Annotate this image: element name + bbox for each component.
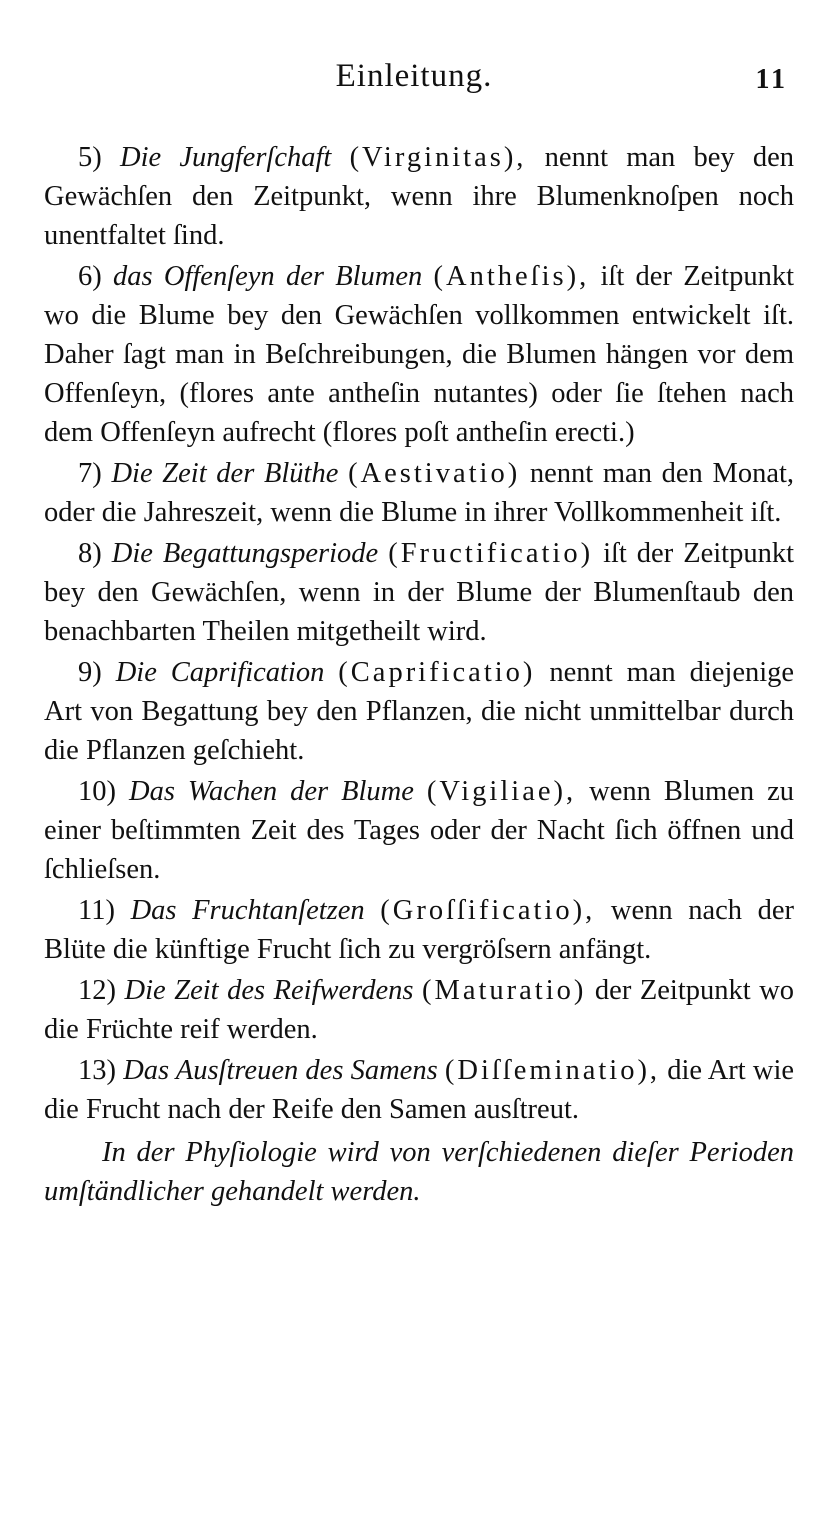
paragraph-7 [44,454,794,532]
term: Das Wachen der Blume [129,776,414,807]
term: Die Zeit des Reifwerdens [124,975,414,1006]
latin-term: (Aestivatio) [348,458,521,489]
running-title: Einleitung. [335,58,493,94]
item-number: 12) [78,975,116,1006]
item-number: 8) [78,538,102,569]
item-number: 11) [78,895,115,926]
definition-text: die Art wie die Frucht nach der Reife den Samen ausſtreut. [44,1055,795,1125]
latin-term: (Fructificatio) [388,538,594,569]
latin-term: (Antheſis), [433,261,590,292]
latin-term: (Diſſeminatio), [444,1055,661,1086]
term: das Offenſeyn der Blumen [113,261,423,292]
definition-text: iſt der Zeitpunkt bey den Gewächſen, wenn in der Blume der Blumenſtaub den benachbarten Theilen mitgetheilt wird. [44,538,795,647]
definition-text: wenn Blumen zu einer beſtimmten Zeit des Tages oder der Nacht ſich öffnen und ſchlieſsen. [44,776,794,885]
term: Die Jungferſchaft [119,142,332,173]
definition-text: nennt man bey den Gewächſen den Zeitpunkt, wenn ihre Blumenknoſpen noch unentfaltet ſind. [44,142,795,251]
term: Das Ausſtreuen des Samens [123,1055,438,1086]
term: Das Fruchtanſetzen [130,895,365,926]
term: Die Begattungsperiode [111,538,379,569]
body-text [44,138,794,1211]
definition-text: wenn nach der Blüte die künftige Frucht ſich zu vergröſsern anfängt. [44,895,795,965]
paragraph-6 [44,257,794,452]
paragraph-9 [44,653,794,770]
paragraph-12 [44,971,794,1049]
definition-text: der Zeitpunkt wo die Früchte reif werden. [44,975,795,1045]
item-number: 6) [78,261,102,292]
item-number: 10) [78,776,116,807]
item-number: 13) [78,1055,116,1086]
term: Die Zeit der Blüthe [111,458,339,489]
definition-text: iſt der Zeitpunkt wo die Blume bey den Gewächſen vollkommen entwickelt iſt. Daher ſagt man in Beſchreibungen, die Blumen hängen vor dem Offenſeyn, (flores ante antheſin nutantes) oder ſie ſtehen nach dem Offenſeyn aufrecht (flores poſt antheſin erecti.) [44,261,795,448]
definition-text: nennt man diejenige Art von Begattung bey den Pflanzen, die nicht unmittelbar durch die Pflanzen geſchieht. [44,657,795,766]
paragraph-11 [44,891,794,969]
running-head [44,58,794,110]
paragraph-8 [44,534,794,651]
latin-term: (Vigiliae), [426,776,577,807]
latin-term: (Maturatio) [422,975,587,1006]
term: Die Caprification [115,657,325,688]
paragraph-13 [44,1051,794,1129]
paragraph-5 [44,138,794,255]
item-number: 9) [78,657,102,688]
closing-note: In der Phyſiologie wird von verſchiedenen dieſer Perioden umſtändlicher gehandelt werden. [44,1137,794,1207]
item-number: 5) [78,142,102,173]
paragraph-10 [44,772,794,889]
latin-term: (Groſſificatio), [380,895,596,926]
item-number: 7) [78,458,102,489]
latin-term: (Caprificatio) [338,657,536,688]
definition-text: nennt man den Monat, oder die Jahreszeit, wenn die Blume in ihrer Vollkommenheit iſt. [44,458,795,528]
page-number: 11 [755,64,788,95]
latin-term: (Virginitas), [349,142,527,173]
